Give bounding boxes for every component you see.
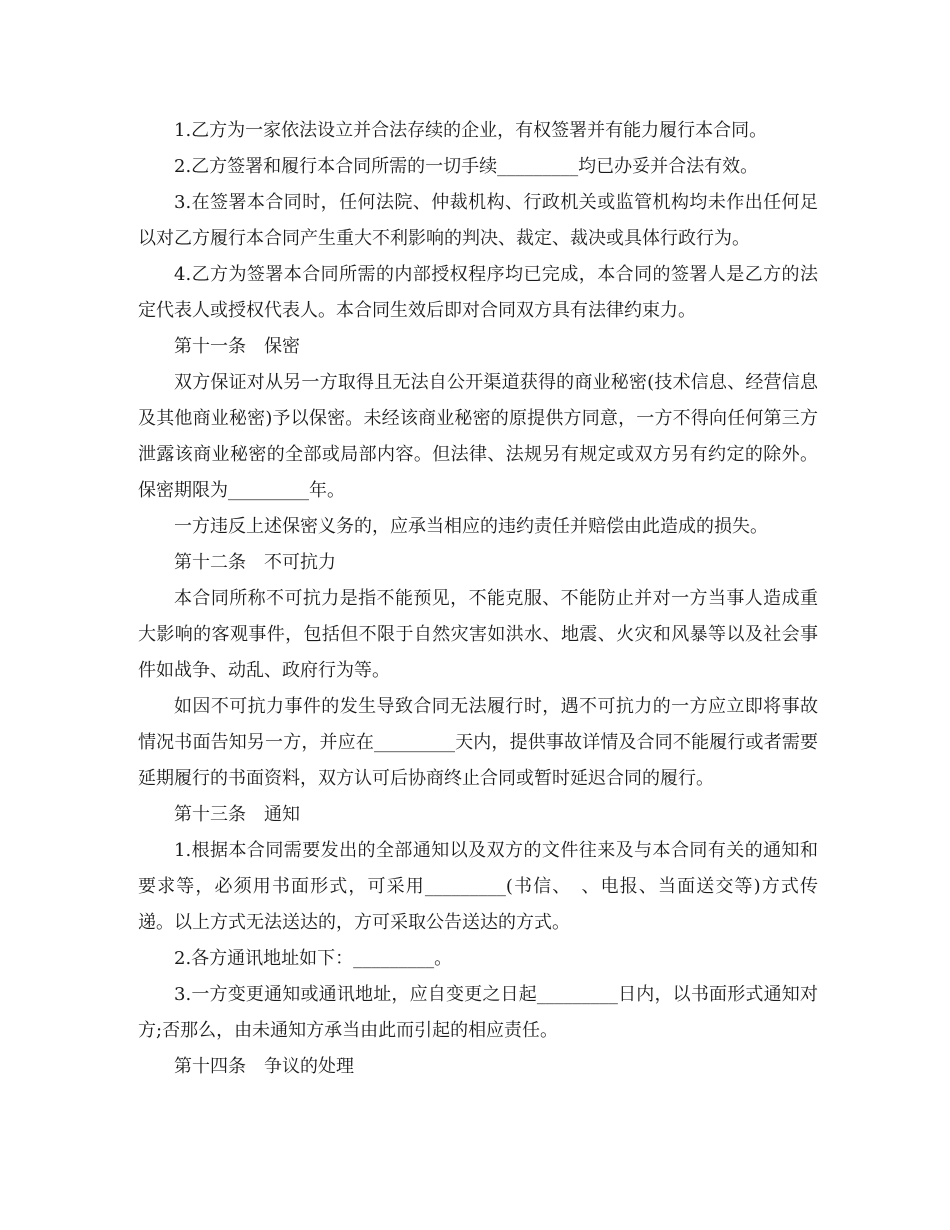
clause-paragraph: 4.乙方为签署本合同所需的内部授权程序均已完成，本合同的签署人是乙方的法定代表人或授权代表人。本合同生效后即对合同双方具有法律约束力。 [138, 264, 818, 321]
clause-paragraph: 2.各方通讯地址如下：_________。 [174, 948, 453, 969]
section-heading: 第十一条 保密 [174, 336, 300, 357]
clause-paragraph: 3.在签署本合同时，任何法院、仲裁机构、行政机关或监管机构均未作出任何足以对乙方履行本合同产生重大不利影响的判决、裁定、裁决或具体行政行为。 [138, 192, 818, 249]
clause-paragraph: 1.乙方为一家依法设立并合法存续的企业，有权签署并有能力履行本合同。 [174, 120, 768, 141]
section-heading: 第十三条 通知 [174, 804, 300, 825]
clause-paragraph: 2.乙方签署和履行本合同所需的一切手续_________均已办妥并合法有效。 [174, 156, 759, 177]
section-heading: 第十二条 不可抗力 [174, 552, 336, 573]
document-body [138, 113, 818, 1085]
section-heading: 第十四条 争议的处理 [174, 1056, 354, 1077]
clause-paragraph: 一方违反上述保密义务的，应承当相应的违约责任并赔偿由此造成的损失。 [174, 516, 768, 537]
clause-paragraph: 本合同所称不可抗力是指不能预见，不能克服、不能防止并对一方当事人造成重大影响的客观事件，包括但不限于自然灾害如洪水、地震、火灾和风暴等以及社会事件如战争、动乱、政府行为等。 [138, 588, 818, 681]
clause-paragraph: 3.一方变更通知或通讯地址，应自变更之日起_________日内，以书面形式通知对方;否那么，由未通知方承当由此而引起的相应责任。 [138, 984, 818, 1041]
clause-paragraph: 1.根据本合同需要发出的全部通知以及双方的文件往来及与本合同有关的通知和要求等，必须用书面形式，可采用_________(书信、 、电报、当面送交等)方式传递。以上方式无法送达的，方可采取公告送达的方式。 [138, 840, 818, 933]
clause-paragraph: 如因不可抗力事件的发生导致合同无法履行时，遇不可抗力的一方应立即将事故情况书面告知另一方，并应在_________天内，提供事故详情及合同不能履行或者需要延期履行的书面资料，双方认可后协商终止合同或暂时延迟合同的履行。 [138, 696, 818, 789]
clause-paragraph: 双方保证对从另一方取得且无法自公开渠道获得的商业秘密(技术信息、经营信息及其他商业秘密)予以保密。未经该商业秘密的原提供方同意，一方不得向任何第三方泄露该商业秘密的全部或局部内容。但法律、法规另有规定或双方另有约定的除外。保密期限为_________年。 [138, 372, 818, 501]
